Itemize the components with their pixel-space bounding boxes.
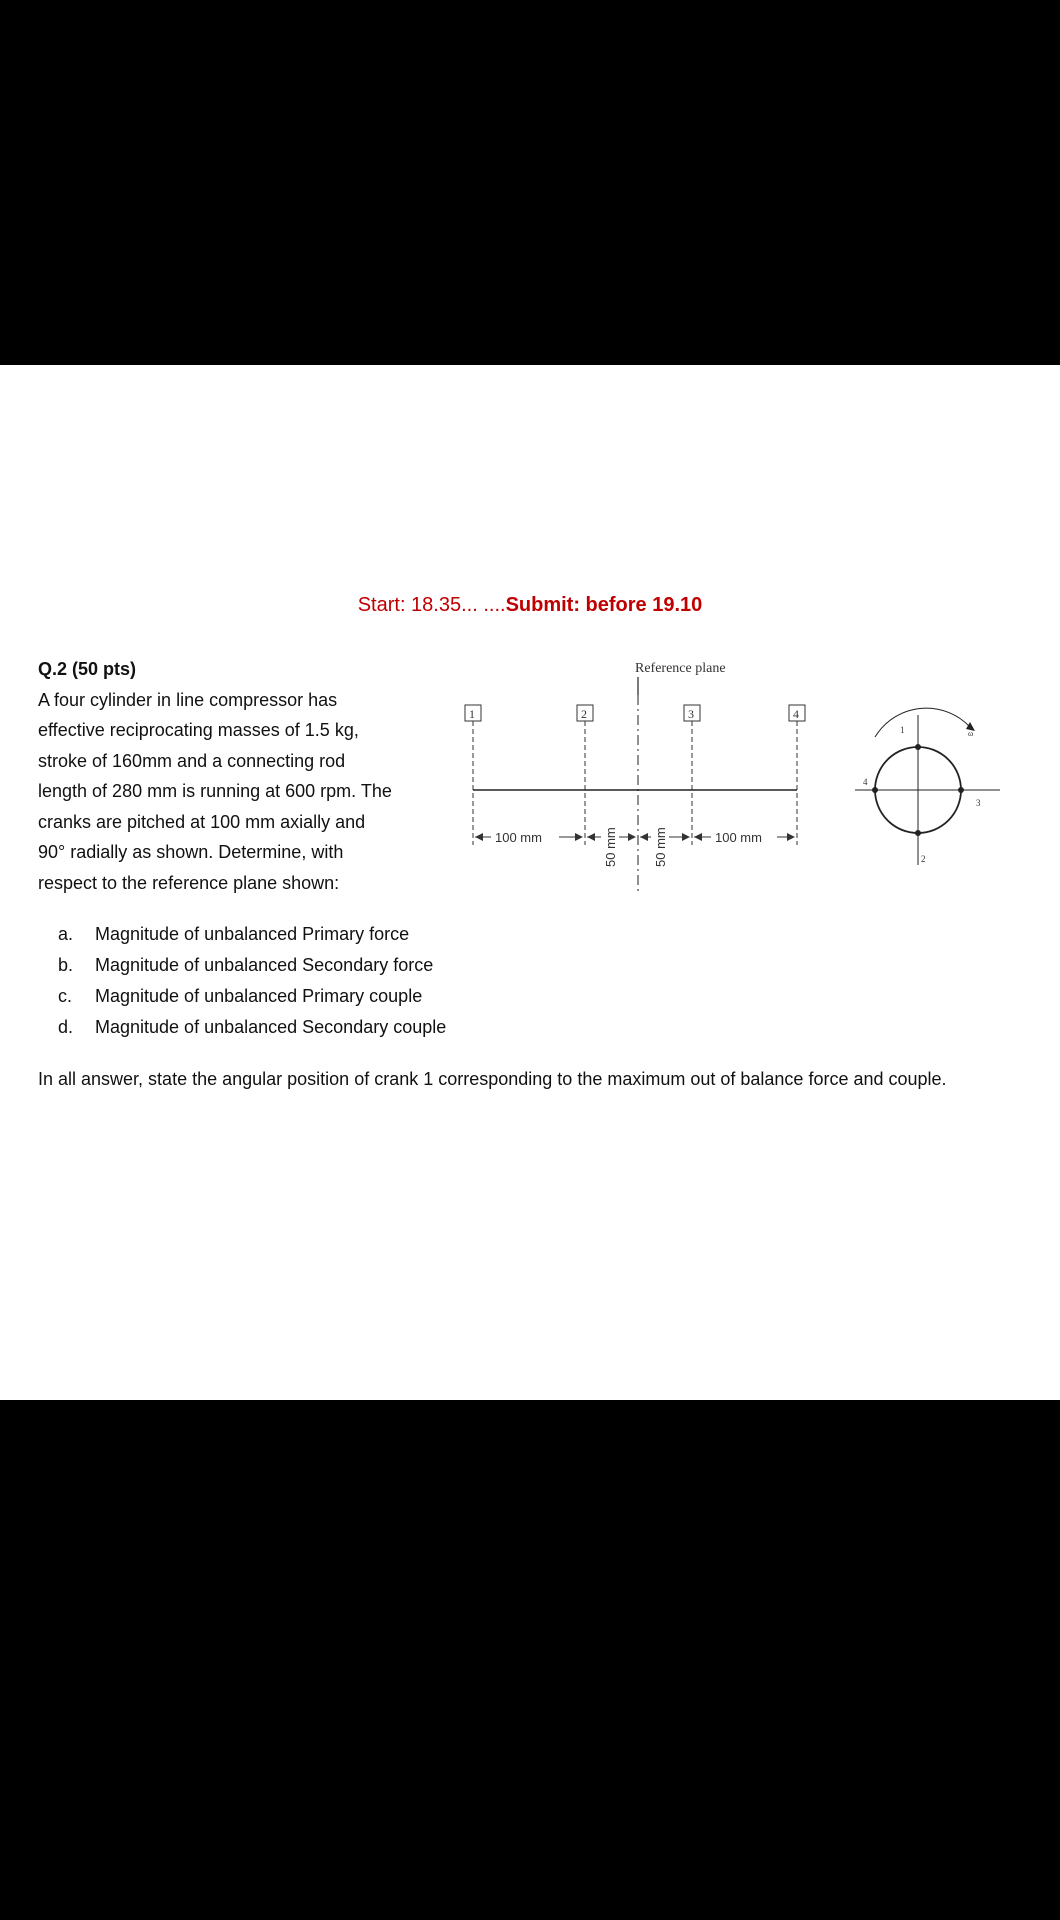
task-item bbox=[58, 919, 446, 950]
task-marker: d. bbox=[58, 1017, 74, 1037]
task-marker: b. bbox=[58, 955, 74, 975]
task-text: Magnitude of unbalanced Secondary force bbox=[95, 955, 434, 975]
start-time: Start: 18.35... .... bbox=[357, 594, 506, 616]
submit-deadline: Submit: before 19.10 bbox=[505, 594, 703, 616]
crank-label-4: 4 bbox=[863, 777, 868, 787]
question-line: A four cylinder in line compressor has bbox=[38, 689, 338, 710]
question-line: respect to the reference plane shown: bbox=[38, 872, 340, 893]
dim-center-right-label: 50 mm bbox=[653, 827, 668, 867]
crank-label-3: 3 bbox=[976, 798, 981, 808]
task-marker: c. bbox=[58, 986, 73, 1006]
question-line: stroke of 160mm and a connecting rod bbox=[38, 750, 346, 771]
task-marker: a. bbox=[58, 924, 74, 944]
task-text: Magnitude of unbalanced Secondary couple bbox=[95, 1017, 447, 1037]
question-line: cranks are pitched at 100 mm axially and bbox=[38, 811, 366, 832]
crank-label-1: 1 bbox=[900, 725, 905, 735]
omega-label: ω bbox=[968, 729, 974, 738]
task-text: Magnitude of unbalanced Primary force bbox=[95, 924, 410, 944]
footer-note: In all answer, state the angular position of crank 1 corresponding to the maximum out of balance force and couple. bbox=[38, 1069, 947, 1089]
question-title: Q.2 (50 pts) bbox=[38, 659, 137, 679]
cylinder-label-2: 2 bbox=[581, 707, 587, 721]
question-line: 90° radially as shown. Determine, with bbox=[38, 842, 344, 862]
cylinder-label-1: 1 bbox=[469, 707, 475, 721]
task-item bbox=[58, 950, 446, 981]
task-list bbox=[58, 919, 446, 1043]
crank-position-diagram bbox=[855, 708, 1000, 865]
task-item bbox=[58, 981, 446, 1012]
dimension-row bbox=[475, 830, 795, 845]
question-text bbox=[38, 654, 458, 898]
dim-right-label: 100 mm bbox=[715, 830, 762, 845]
question-line: length of 280 mm is running at 600 rpm. The bbox=[38, 781, 392, 801]
question-line: effective reciprocating masses of 1.5 kg, bbox=[38, 720, 359, 740]
task-item bbox=[58, 1012, 446, 1043]
reference-plane-label: Reference plane bbox=[635, 661, 726, 676]
timing-header bbox=[0, 594, 1060, 617]
dim-left-label: 100 mm bbox=[495, 830, 542, 845]
crank-label-2: 2 bbox=[921, 854, 926, 864]
task-text: Magnitude of unbalanced Primary couple bbox=[95, 986, 423, 1006]
compressor-diagram bbox=[455, 655, 1005, 895]
dim-center-left-label: 50 mm bbox=[603, 827, 618, 867]
cylinder-label-4: 4 bbox=[793, 707, 799, 721]
cylinder-label-3: 3 bbox=[688, 707, 694, 721]
